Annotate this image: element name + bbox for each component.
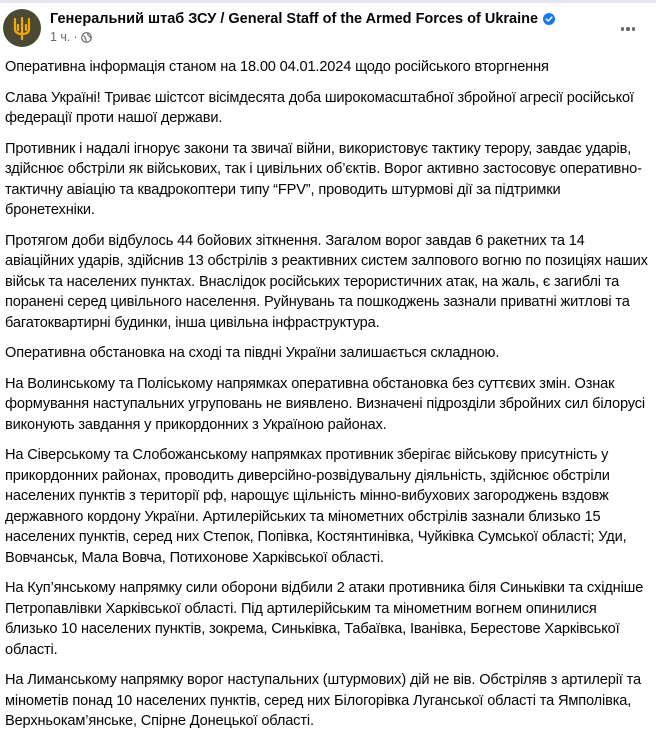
post-paragraph: На Куп’янському напрямку сили оборони відбили 2 атаки противника біля Синьківки та східніше Петропавлівки Харківської області. Під артилерійським та мінометним вогнем опинилися близько 10 населених пунктів, зокрема, Синьківка, Табаївка, Іванівка, Берестове Харківської області. (5, 580, 644, 658)
author-name[interactable]: Генеральний штаб ЗСУ / General Staff of the Armed Forces of Ukraine (50, 11, 539, 27)
post-timestamp[interactable]: 1 ч. (50, 30, 71, 44)
post-paragraph-title: Оперативна інформація станом на 18.00 04.01.2024 щодо російського вторгнення (5, 59, 549, 75)
post-paragraph: На Волинському та Поліському напрямках оперативна обстановка без суттєвих змін. Ознак формування наступальних угруповань не виявлено. Визначені підрозділи збройних сил білорусі виконують завдання у прикордонних з Україною районах. (5, 375, 645, 433)
more-options-button[interactable] (614, 19, 642, 39)
verified-badge-icon (543, 13, 555, 25)
post-meta (50, 30, 92, 44)
meta-separator: · (73, 30, 78, 44)
post-paragraph: На Лиманському напрямку ворог наступальних (штурмових) дій не вів. Обстріляв з артилерії та мінометів понад 10 населених пунктів, серед них Білогорівка Луганської області та Ямполівка, Верхньокам’янське, Спірне Донецької області. (5, 672, 641, 729)
globe-icon[interactable] (81, 32, 92, 43)
post-paragraph: Протягом доби відбулось 44 бойових зіткнення. Загалом ворог завдав 6 ракетних та 14 авіаційних ударів, здійснив 13 обстрілів з реактивних систем залпового вогню по позиціях наших військ та населених пунктах. Внаслідок російських терористичних атак, на жаль, є загиблі та поранені серед цивільного населення. Руйнувань та пошкоджень зазнали приватні житлові та багатоквартирні будинки, інша цивільна інфраструктура. (5, 232, 648, 331)
post-paragraph: Оперативна обстановка на сході та півдні України залишається складною. (5, 345, 500, 361)
post-author[interactable] (50, 11, 555, 27)
post-paragraph: На Сіверському та Слобожанському напрямках противник зберігає військову присутність у прикордонних районах, проводить диверсійно-розвідувальну діяльність, здійснює обстріли населених пунктів з території рф, нарощує щільність мінно-вибухових загороджень вздовж державного кордону України. Артилерійських та мінометних обстрілів зазнали близько 15 населених пунктів, серед них Степок, Попівка, Костянтинівка, Чуйківка Сумської області; Уди, Вовчанськ, Мала Вовча, Потихонове Харківської області. (5, 447, 627, 566)
post-paragraph: Слава Україні! Триває шістсот вісімдесята доба широкомасштабної збройної агресії російської федерації проти нашої держави. (5, 89, 634, 126)
more-options-icon-dot (632, 27, 636, 31)
post-paragraph: Противник і надалі ігнорує закони та звичаї війни, використовує тактику терору, завдає ударів, здійснює обстріли як військових, так і цивільних об’єктів. Ворог активно застосовує оперативно-тактичну авіацію та квадрокоптери типу “FPV”, проводить штурмові дії за підтримки бронетехніки. (5, 140, 642, 218)
more-options-icon-dot (621, 27, 625, 31)
trident-emblem-icon (12, 16, 32, 40)
post-body (5, 57, 650, 742)
feed-divider (0, 0, 656, 3)
more-options-icon-dot (626, 27, 630, 31)
post-header (0, 5, 656, 49)
avatar[interactable] (3, 9, 41, 47)
